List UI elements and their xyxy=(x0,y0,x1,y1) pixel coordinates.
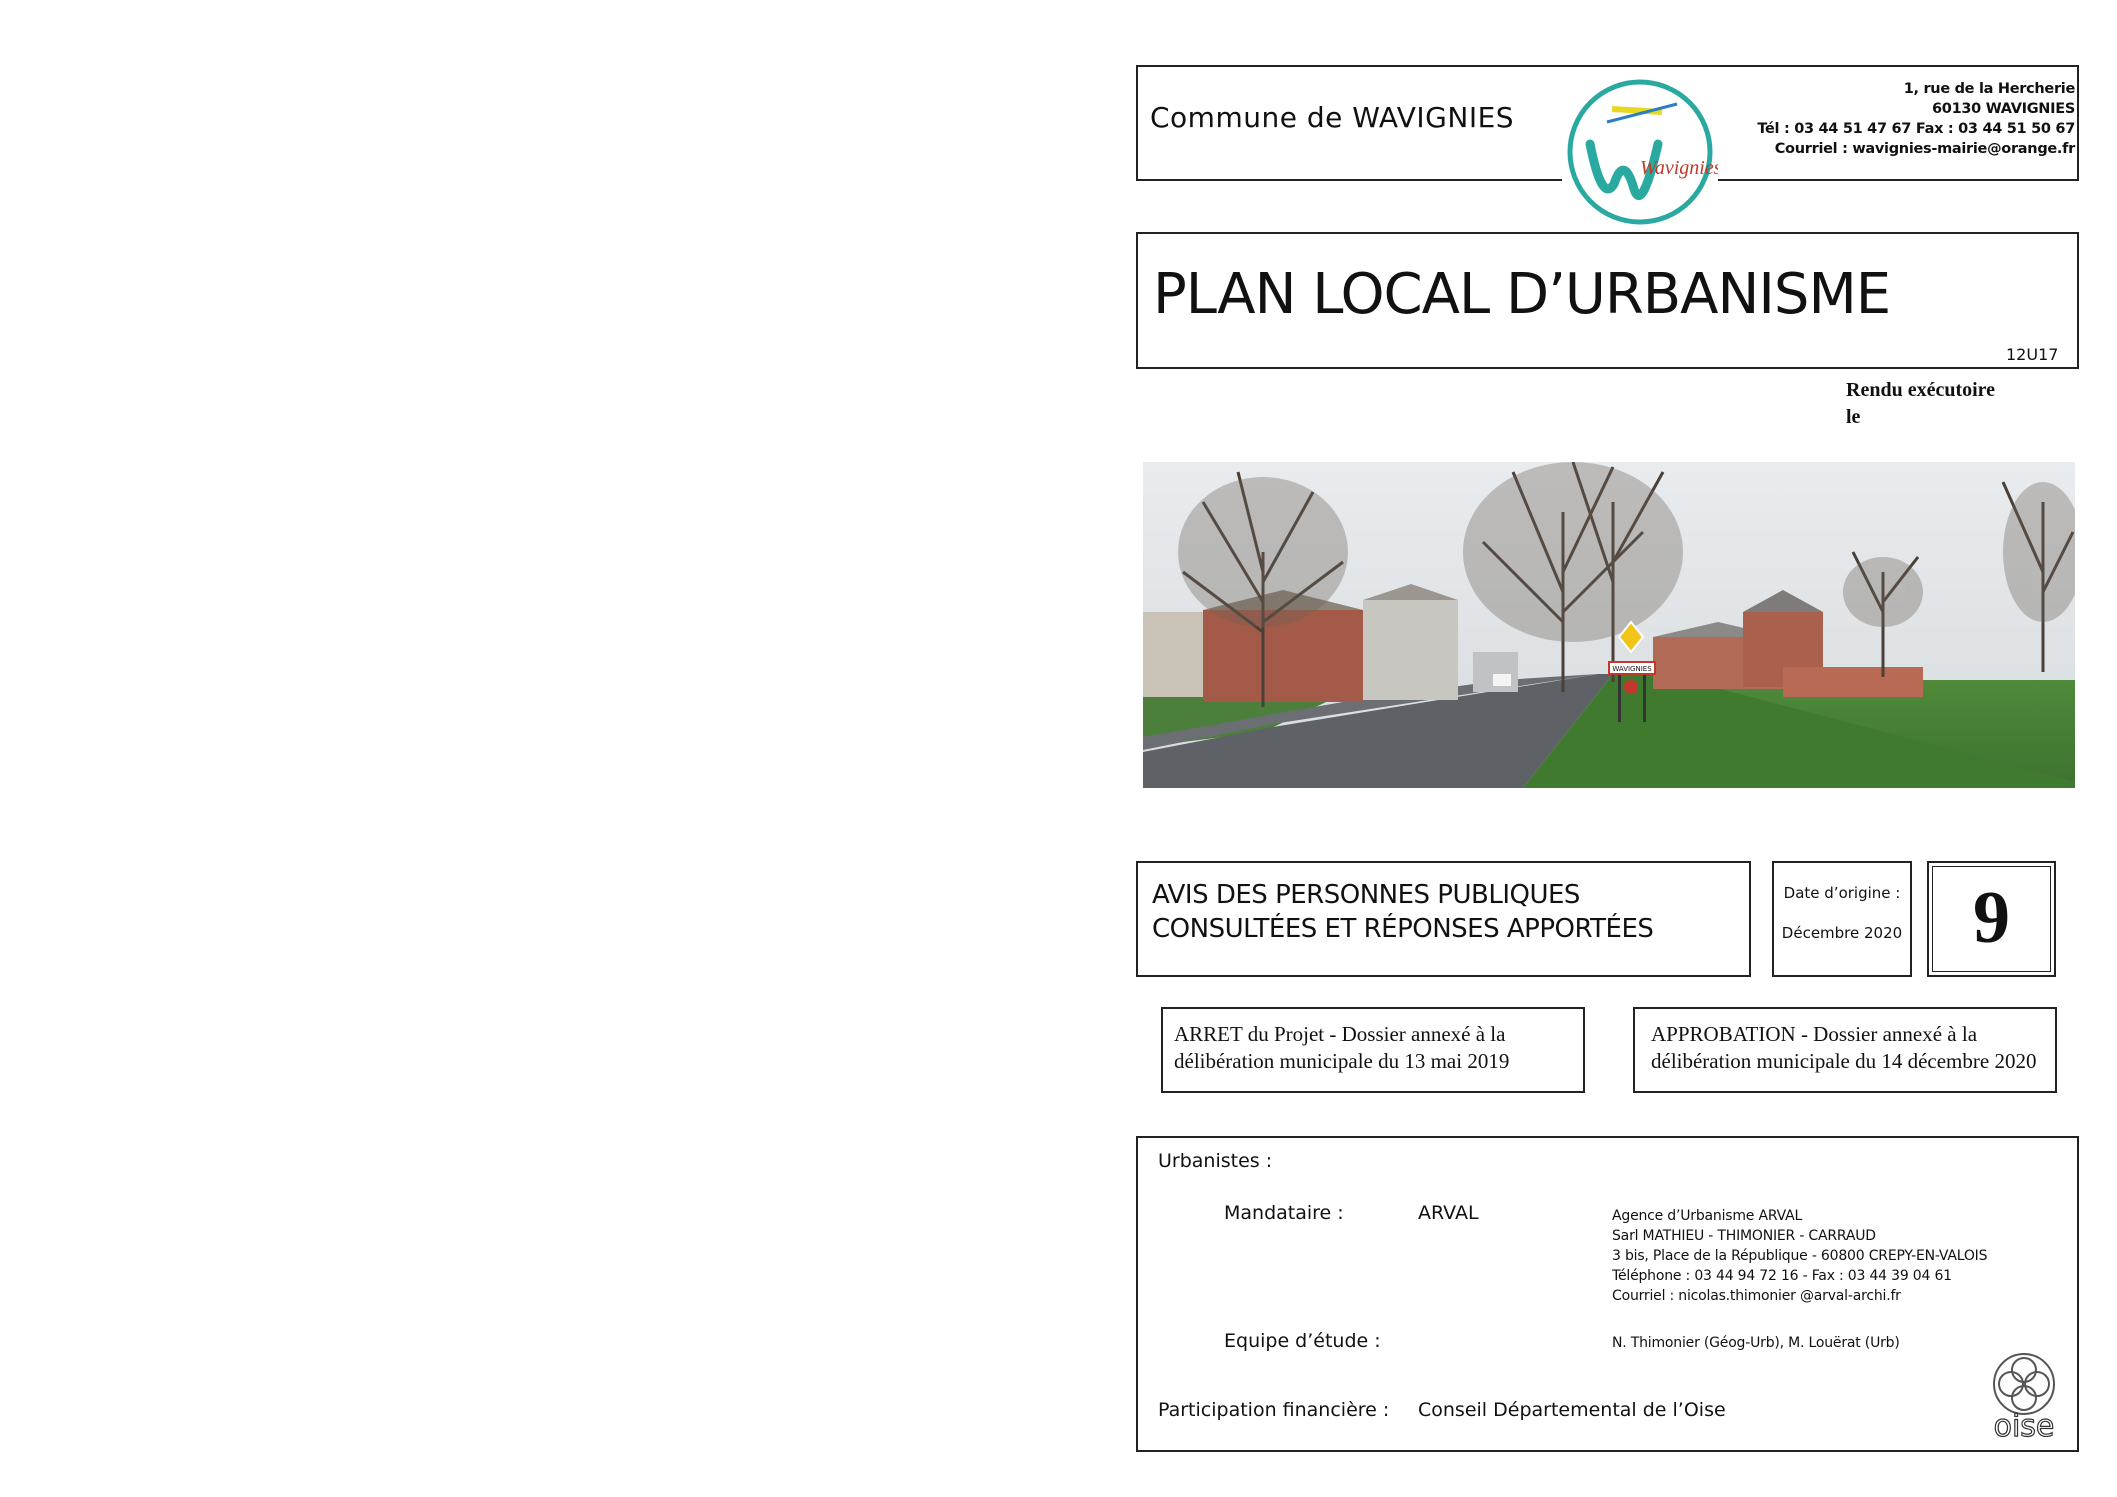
approbation-text xyxy=(1651,1021,2036,1075)
logo-text: Wavignies xyxy=(1640,157,1718,179)
page-title: PLAN LOCAL D’URBANISME xyxy=(1153,262,1891,327)
document-type-title xyxy=(1152,878,1653,946)
address-line: 60130 WAVIGNIES xyxy=(1932,101,2075,117)
date-origin-label: Date d’origine : xyxy=(1783,884,1901,902)
agency-email: Courriel : nicolas.thimonier @arval-archi.fr xyxy=(1612,1288,1901,1304)
village-photo xyxy=(1143,462,2075,788)
address-line: 1, rue de la Hercherie xyxy=(1903,81,2075,97)
mandataire-label: Mandataire : xyxy=(1224,1202,1344,1224)
rendu-line: le xyxy=(1846,406,1861,428)
equipe-label: Equipe d’étude : xyxy=(1224,1330,1381,1352)
agency-details xyxy=(1612,1206,1987,1306)
agency-line: Sarl MATHIEU - THIMONIER - CARRAUD xyxy=(1612,1228,1876,1244)
arret-line: délibération municipale du 13 mai 2019 xyxy=(1174,1049,1510,1073)
approbation-line: délibération municipale du 14 décembre 2020 xyxy=(1651,1049,2037,1073)
address-email: Courriel : wavignies-mairie@orange.fr xyxy=(1774,141,2075,157)
commune-name: Commune de WAVIGNIES xyxy=(1150,101,1515,134)
agency-line: 3 bis, Place de la République - 60800 CREPY-EN-VALOIS xyxy=(1612,1248,1988,1264)
oise-logo-text: oise xyxy=(1993,1409,2055,1444)
approbation-line: APPROBATION - Dossier annexé à la xyxy=(1651,1022,1978,1046)
document-number: 9 xyxy=(1973,877,2010,959)
wavignies-logo xyxy=(1562,74,1718,230)
participation-label: Participation financière : xyxy=(1158,1399,1390,1421)
date-box xyxy=(1772,861,1912,977)
town-sign-text: WAVIGNIES xyxy=(1612,665,1652,673)
agency-line: Agence d’Urbanisme ARVAL xyxy=(1612,1208,1803,1224)
document-title-line: CONSULTÉES ET RÉPONSES APPORTÉES xyxy=(1152,914,1654,944)
mairie-address xyxy=(1757,79,2075,159)
date-origin-value: Décembre 2020 xyxy=(1781,924,1903,942)
rendu-executoire xyxy=(1846,377,1995,431)
rendu-line: Rendu exécutoire xyxy=(1846,379,1996,401)
equipe-value: N. Thimonier (Géog-Urb), M. Louërat (Urb) xyxy=(1612,1335,1900,1351)
agency-phone: Téléphone : 03 44 94 72 16 - Fax : 03 44 39 04 61 xyxy=(1612,1268,1952,1284)
participation-value: Conseil Départemental de l’Oise xyxy=(1418,1399,1726,1421)
urbanistes-heading: Urbanistes : xyxy=(1158,1150,1273,1172)
arret-line: ARRET du Projet - Dossier annexé à la xyxy=(1174,1022,1506,1046)
oise-logo xyxy=(1981,1346,2067,1446)
reference-code: 12U17 xyxy=(2006,345,2059,364)
mandataire-value: ARVAL xyxy=(1418,1202,1479,1224)
arret-text xyxy=(1174,1021,1509,1075)
document-title-line: AVIS DES PERSONNES PUBLIQUES xyxy=(1152,880,1580,910)
address-phone: Tél : 03 44 51 47 67 Fax : 03 44 51 50 67 xyxy=(1757,121,2075,137)
